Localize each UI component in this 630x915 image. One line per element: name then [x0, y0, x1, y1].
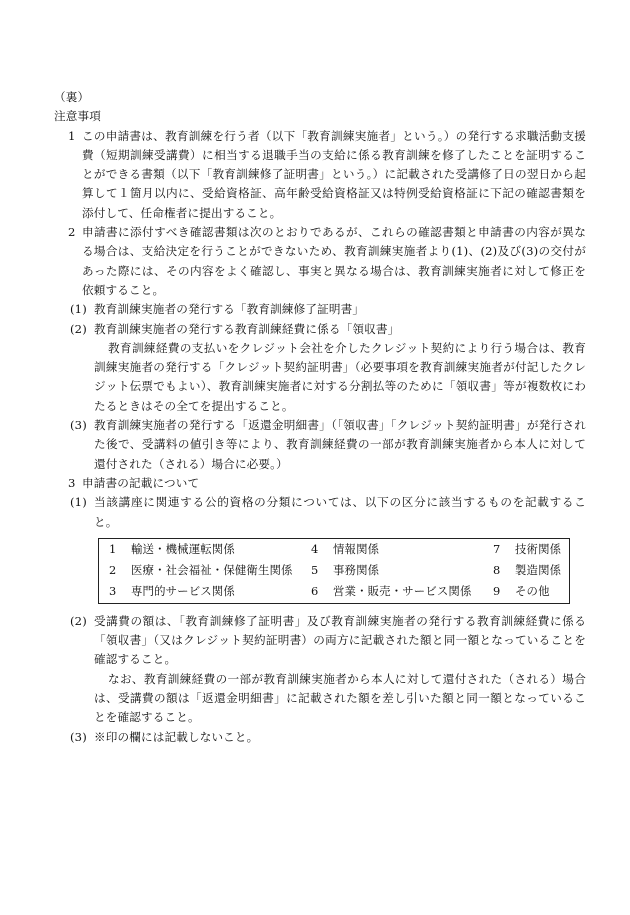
category-label: 医療・社会福祉・保健衛生関係	[131, 563, 293, 578]
category-number: 2	[109, 563, 117, 578]
category-number: 5	[311, 563, 319, 578]
subitem-number: (2)	[70, 321, 87, 336]
table-row	[99, 538, 570, 560]
category-label: 輸送・機械運転関係	[131, 541, 235, 556]
category-number: 1	[109, 541, 117, 556]
subitem-number: (1)	[70, 302, 87, 317]
subitem-text: 教育訓練実施者の発行する「返還金明細書」（「領収書」「クレジット契約証明書」が発行された後で、受講料の値引き等により、教育訓練経費の一部が教育訓練実施者から本人に対して還付された（される）場合に必要。）	[94, 418, 586, 471]
category-label: 情報関係	[333, 541, 380, 556]
document-subitem-2	[54, 320, 586, 339]
subitem-number: (3)	[70, 729, 87, 744]
category-label: 技術関係	[515, 541, 562, 556]
note-item-2	[54, 223, 586, 300]
category-number: 9	[493, 584, 501, 599]
subitem-number: (3)	[70, 418, 87, 433]
section-title: 申請書の記載について	[82, 475, 200, 490]
page-side-label: （裏）	[54, 90, 90, 104]
note-item-number: 2	[68, 225, 76, 240]
subitem-text: 教育訓練実施者の発行する「教育訓練修了証明書」	[94, 302, 365, 317]
note-item-1	[54, 127, 586, 223]
notes-document	[54, 88, 586, 747]
table-row	[99, 560, 570, 581]
category-label: 専門的サービス関係	[131, 584, 235, 599]
section3-subitem-1	[54, 493, 586, 532]
section3-subitem-3	[54, 728, 586, 747]
category-number: 7	[493, 541, 501, 556]
qualification-category-table	[98, 538, 570, 604]
note-item-number: 1	[68, 128, 76, 143]
category-label: 営業・販売・サービス関係	[333, 584, 472, 599]
category-label: その他	[515, 584, 550, 599]
section-number: 3	[68, 475, 76, 490]
category-number: 8	[493, 563, 501, 578]
category-label: 事務関係	[333, 563, 380, 578]
section3-subitem-2-note: なお、教育訓練経費の一部が教育訓練実施者から本人に対して還付された（される）場合は、受講費の額は「返還金明細書」に記載された額を差し引いた額と同一額となっていることを確認すること。	[94, 671, 586, 725]
subitem-number: (2)	[70, 613, 87, 628]
notes-title: 注意事項	[54, 109, 101, 124]
section3-subitem-2	[54, 612, 586, 670]
category-number: 4	[311, 541, 319, 556]
subitem-number: (1)	[70, 495, 87, 510]
subitem-text: 教育訓練実施者の発行する教育訓練経費に係る「領収書」	[94, 321, 400, 336]
note-item-text: この申請書は、教育訓練を行う者（以下「教育訓練実施者」という。）の発行する求職活動支援費（短期訓練受講費）に相当する退職手当の支給に係る教育訓練を修了したことを証明することができる書類（以下「教育訓練修了証明書」という。）に記載された受講修了日の翌日から起算して１箇月以内に、受給資格証、高年齢受給資格証又は特例受給資格証に下記の確認書類を添付して、任命権者に提出すること。	[82, 128, 586, 220]
category-number: 6	[311, 584, 319, 599]
subitem-2-note: 教育訓練経費の支払いをクレジット会社を介したクレジット契約により行う場合は、教育訓練実施者の発行する「クレジット契約証明書」（必要事項を教育訓練実施者が付記したクレジット伝票でもよい）、教育訓練実施者に対する分割払等のために「領収書」等が複数枚にわたるときはその全てを提出すること。	[94, 340, 586, 413]
note-item-text: 申請書に添付すべき確認書類は次のとおりであるが、これらの確認書類と申請書の内容が異なる場合は、支給決定を行うことができないため、教育訓練実施者より(1)、(2)及び(3)の交付があった際には、その内容をよく確認し、事実と異なる場合は、教育訓練実施者に対して修正を依頼すること。	[82, 225, 586, 297]
subitem-text: ※印の欄には記載しないこと。	[94, 729, 259, 744]
section-3-heading	[54, 474, 586, 493]
table-row	[99, 581, 570, 603]
subitem-text: 当該講座に関連する公的資格の分類については、以下の区分に該当するものを記載すること。	[94, 495, 586, 529]
category-label: 製造関係	[515, 563, 562, 578]
category-number: 3	[109, 584, 117, 599]
document-subitem-3	[54, 416, 586, 474]
subitem-text: 受講費の額は、「教育訓練修了証明書」及び教育訓練実施者の発行する教育訓練経費に係る「領収書」（又はクレジット契約証明書）の両方に記載された額と同一額となっていることを確認すること。	[94, 613, 586, 667]
document-subitem-1	[54, 300, 586, 319]
